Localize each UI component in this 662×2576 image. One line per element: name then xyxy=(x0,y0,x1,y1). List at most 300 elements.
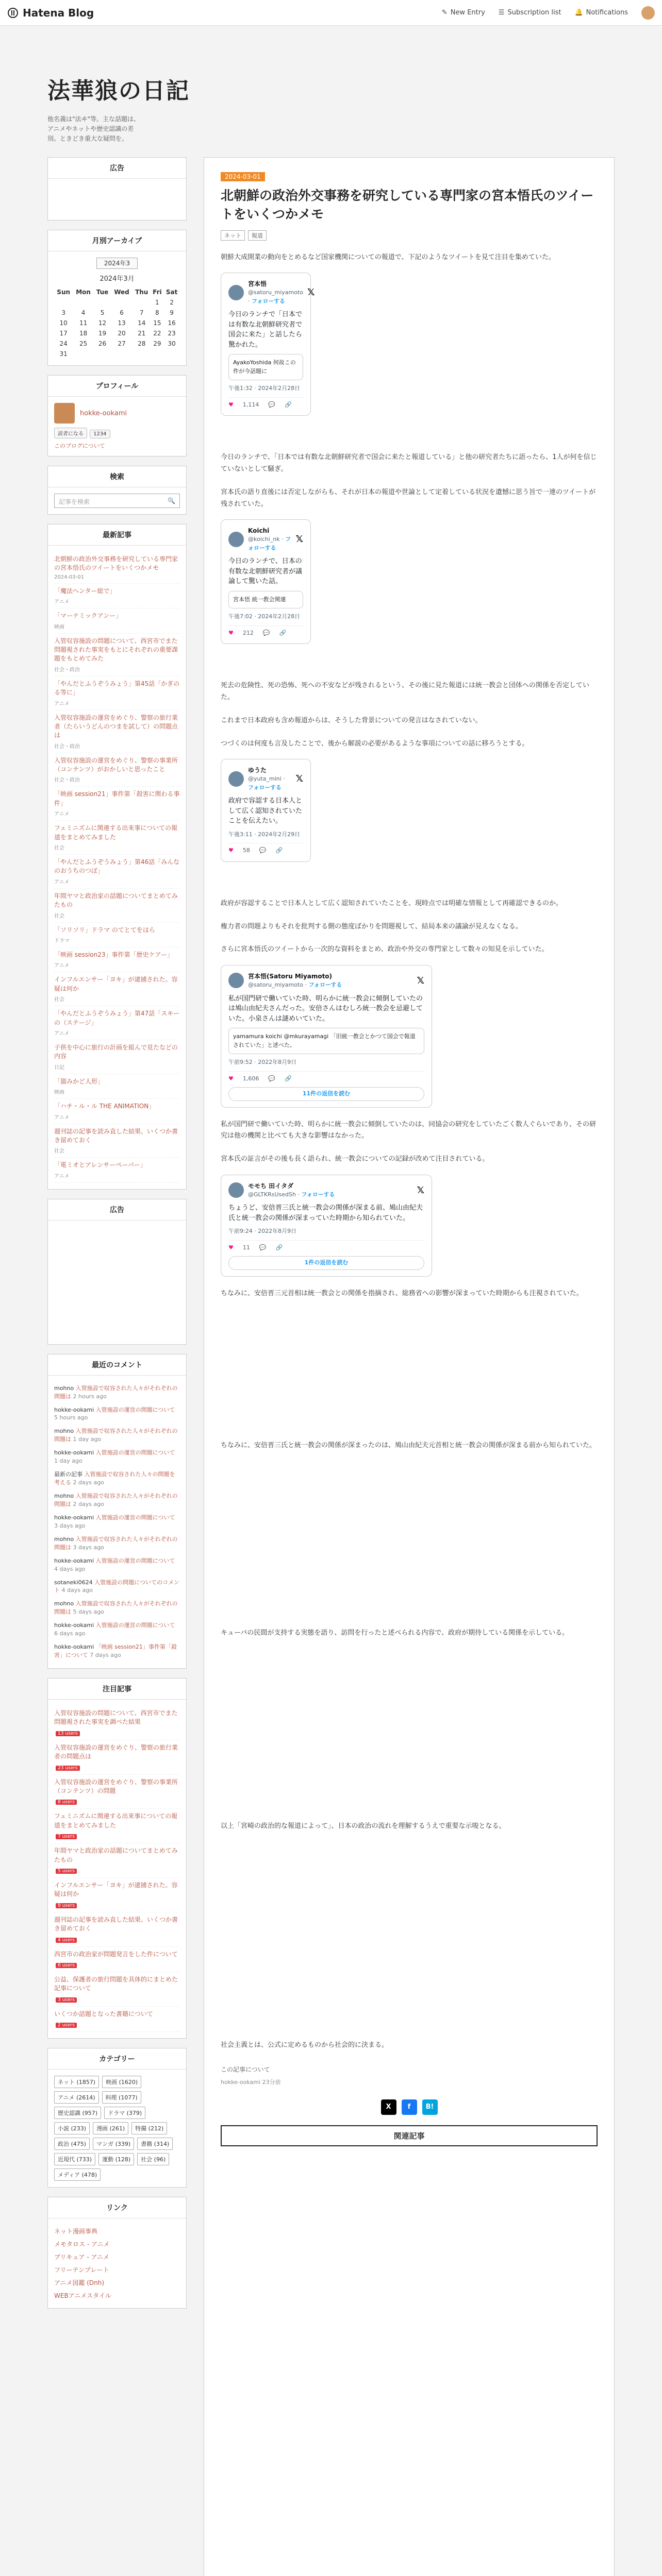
list-item xyxy=(54,634,180,676)
recent-post-link[interactable]: 週刊誌の記事を読み直した結果、いくつか書き留めておく xyxy=(54,1127,178,1144)
recent-post-meta: アニメ xyxy=(54,1030,70,1037)
tweet-author-name[interactable]: Koichi xyxy=(248,527,270,535)
recent-post-meta: アニメ xyxy=(54,879,70,885)
recent-title: 最新記事 xyxy=(48,524,186,546)
like-count: 1,114 xyxy=(242,401,259,408)
recent-post-link[interactable]: 入管収容施設の問題について、西宮市でまた問題視された事実をもとにそれぞれの重要課題をもとめてみた xyxy=(54,637,178,663)
tweet-author-name[interactable]: ゆうた xyxy=(248,767,267,774)
paragraph: 社会主義とは、公式に定めるものから社会的に決まる。 xyxy=(221,2041,389,2049)
recent-post-meta: アニメ xyxy=(54,599,70,605)
follow-button[interactable]: フォローする xyxy=(248,536,291,551)
comment-item xyxy=(54,1489,180,1511)
user-avatar[interactable] xyxy=(641,6,655,20)
article-title[interactable]: 北朝鮮の政治外交事務を研究している専門家の宮本悟氏のツイートをいくつかメモ xyxy=(221,188,594,222)
quoted-tweet[interactable]: AyakoYoshida 何故この件が今話題に xyxy=(228,354,303,380)
calendar-day[interactable]: 9 xyxy=(170,309,174,316)
tag-report[interactable]: 報道 xyxy=(248,230,267,241)
bookmark-badge: 3 users xyxy=(56,1997,77,2003)
popular-item xyxy=(54,1972,180,2007)
tag-net[interactable]: ネット xyxy=(221,230,245,241)
tweet-embed xyxy=(221,1175,432,1277)
pencil-icon: ✎ xyxy=(441,9,448,16)
tweet-actions xyxy=(228,1240,424,1252)
comment-user[interactable]: mohno xyxy=(54,1384,74,1392)
follow-button[interactable]: フォローする xyxy=(248,784,282,791)
notifications-link[interactable] xyxy=(574,9,628,16)
calendar-day[interactable]: 15 xyxy=(153,319,161,327)
recent-post-link[interactable]: 子供を中心に旅行の計画を組んで見たなどの内容 xyxy=(54,1043,178,1060)
tweet-timestamp[interactable]: 午前9:52 · 2022年8月9日 xyxy=(228,1059,297,1065)
x-logo-icon[interactable]: 𝕏 xyxy=(295,534,303,545)
category-tag[interactable]: 小説 (233) xyxy=(54,2122,90,2134)
recent-post-meta: アニメ xyxy=(54,963,70,969)
follow-button[interactable]: フォローする xyxy=(301,1191,335,1198)
calendar-day[interactable]: 4 xyxy=(81,309,86,316)
top-navbar xyxy=(0,0,662,26)
comment-user[interactable]: mohno xyxy=(54,1600,74,1607)
tweet-text: 私が国門研で働いていた時、明らかに統一教会に傾倒していたのは鳩山由紀夫さんだった。安倍さんはむしろ統一教会を忌避していた。小泉さんは謎めいていた。 xyxy=(228,994,423,1023)
recent-post-meta: アニメ xyxy=(54,1114,70,1121)
calendar-day xyxy=(133,297,151,308)
list-item xyxy=(54,1158,180,1182)
paragraph: これまで日本政府も含め報道からは、そうした背景についての発言はなされていない。 xyxy=(221,716,482,724)
like-count: 58 xyxy=(242,847,250,854)
bookmark-badge: 6 users xyxy=(56,1963,77,1968)
bookmark-badge: 9 users xyxy=(56,1903,77,1908)
category-tag[interactable]: 漫画 (261) xyxy=(93,2122,128,2134)
popular-item xyxy=(54,1809,180,1843)
comment-post-link[interactable]: 入管施設で収容された人々がそれぞれの問題は xyxy=(54,1535,178,1551)
weekday-header: Fri xyxy=(153,289,162,296)
comment-time: 3 days ago xyxy=(73,1544,104,1551)
reply-icon[interactable]: 💬 xyxy=(259,847,267,854)
comment-post-link[interactable]: 入管施設で収容された人々がそれぞれの問題は xyxy=(54,1493,178,1507)
calendar-day[interactable]: 10 xyxy=(59,319,68,327)
sidebar xyxy=(47,157,187,2576)
comment-post-link[interactable]: 入管施設で収容された人々がそれぞれの問題は xyxy=(54,1384,178,1400)
ad-box-2 xyxy=(47,1199,187,1345)
recent-post-link[interactable]: 「やんだとふうぞうみょう」第46話「みんなのおうちのつぼ」 xyxy=(54,858,180,875)
comment-post-link[interactable]: 入管施設で収容された人々がそれぞれの問題は xyxy=(54,1428,178,1443)
external-link[interactable]: WEBアニメスタイル xyxy=(54,2292,111,2300)
recent-post-link[interactable]: 入管収容施設の運営をめぐり、警察の旅行業者（たらいうどんのつまを試して）の問題点は xyxy=(54,714,178,739)
category-tag[interactable]: ドラマ (379) xyxy=(104,2107,145,2119)
follow-button[interactable]: フォローする xyxy=(252,297,285,304)
category-tag[interactable]: ネット (1857) xyxy=(54,2076,99,2088)
tweet-handle-row: @yuta_mini · フォローする xyxy=(248,775,285,791)
paragraph: 権力者の問題よりもそれを批判する側の態度ばかりを問題視して、結局本来の議論が見えなくなる。 xyxy=(221,922,522,930)
recent-post-meta: 社会・政治 xyxy=(54,743,80,750)
comment-item xyxy=(54,1554,180,1576)
new-entry-link[interactable] xyxy=(442,9,485,16)
calendar-day[interactable]: 22 xyxy=(153,330,161,337)
calendar-table xyxy=(54,287,180,359)
paragraph: つづくのは何度も言及したことで、後から解説の必要があるような事項についての話に移ろうとする。 xyxy=(221,739,529,748)
calendar-day xyxy=(54,297,73,308)
calendar-day[interactable]: 5 xyxy=(100,309,105,316)
paragraph: ちなみに、安倍晋三氏と統一教会の関係が深まったのは、鳩山由紀夫元首相と統一教会の関係が深まる前から知られていた。 xyxy=(221,1441,597,1449)
comment-post-link[interactable]: 入管施設の問題についてのコメント xyxy=(54,1579,179,1594)
comment-user[interactable]: mohno xyxy=(54,1493,74,1500)
reply-icon[interactable]: 💬 xyxy=(259,1244,267,1251)
category-tag[interactable]: アニメ (2614) xyxy=(54,2091,99,2104)
comment-time: 2 days ago xyxy=(73,1500,104,1507)
tweet-handle[interactable]: @satoru_miyamoto xyxy=(248,981,304,988)
calendar-day xyxy=(73,297,94,308)
comment-user[interactable]: hokke-ookami xyxy=(54,1557,94,1564)
recent-post-link[interactable]: 入管収容施設の運営をめぐり、警察の事業所（コンテンツ）がおかしいと思ったこと xyxy=(54,756,178,773)
search-input[interactable] xyxy=(54,494,180,508)
recent-post-meta: 社会 xyxy=(54,913,64,919)
calendar-day[interactable]: 11 xyxy=(79,319,88,327)
calendar-day[interactable]: 24 xyxy=(59,340,68,347)
recent-post-link[interactable]: 「ソリソリ」ドラマ のてとてをはら xyxy=(54,926,155,934)
bell-icon: 🔔 xyxy=(574,9,583,16)
recent-post-meta: 社会 xyxy=(54,1148,64,1155)
tweet-text: ちょうど、安倍晋三氏と統一教会の関係が深まる前、鳩山由紀夫氏と統一教会の関係が深まっていた時期から知られていた。 xyxy=(228,1204,423,1222)
x-logo-icon[interactable]: 𝕏 xyxy=(295,773,303,785)
quoted-tweet[interactable]: yamamura koichi @mkurayamagi 「旧統一教会とかつて国会で報道されていた」と述べた。 xyxy=(228,1028,424,1054)
search-placeholder: 記事を検索 xyxy=(59,498,90,505)
tweet-text: 今日のランチで、日本の有数な北朝鮮研究者が議論して驚いた話。 xyxy=(228,557,303,586)
calendar-day[interactable]: 3 xyxy=(61,309,65,316)
category-tag[interactable]: 社会 (96) xyxy=(137,2153,169,2165)
popular-post-link[interactable]: 公益、保護者の旅行問題を具体的にまとめた記事について xyxy=(54,1975,178,1992)
popular-item xyxy=(54,1843,180,1878)
calendar-day[interactable]: 19 xyxy=(98,330,107,337)
tweet-actions xyxy=(228,397,303,410)
popular-item xyxy=(54,1706,180,1740)
calendar-day[interactable]: 18 xyxy=(79,330,88,337)
recent-post-link[interactable]: 「猫みかど人形」 xyxy=(54,1077,104,1085)
tweet-timestamp[interactable]: 午後7:02 · 2024年2月28日 xyxy=(228,613,301,620)
recent-posts-box xyxy=(47,524,187,1190)
article-date[interactable]: 2024-03-01 xyxy=(221,172,265,181)
comment-post-link[interactable]: 入管施設の運営の問題について xyxy=(95,1557,175,1564)
heart-icon[interactable]: ♥ xyxy=(228,847,234,854)
recent-post-meta: 2024-03-01 xyxy=(54,574,85,580)
recent-post-link[interactable]: 年間ヤマと政治家の話題についてまとめてみたもの xyxy=(54,892,178,909)
comment-item xyxy=(54,1619,180,1640)
article-author-meta: hokke-ookami 23分前 xyxy=(221,2078,281,2086)
popular-post-link[interactable]: 年間ヤマと政治家の話題についてまとめてみたもの xyxy=(54,1847,178,1863)
calendar-day[interactable]: 26 xyxy=(98,340,107,347)
category-tag[interactable]: 料理 (1077) xyxy=(102,2091,141,2104)
link-copy-icon[interactable]: 🔗 xyxy=(285,401,292,408)
quoted-tweet[interactable]: 宮本悟 統一教会関連 xyxy=(228,591,303,609)
profile-name[interactable]: hokke-ookami xyxy=(80,409,127,417)
calendar-day[interactable]: 28 xyxy=(138,340,146,347)
paragraph: キューバの民間が支持する実態を語り、訪問を行ったと述べられる内容で、政府が期待している関係を示している。 xyxy=(221,1629,569,1637)
bookmark-badge: 8 users xyxy=(56,1800,77,1805)
paragraph: 死去の危険性、死の恐怖、死への不安などが残されるという、その後に見た報道には統一教会と団体への関係を否定していた。 xyxy=(221,682,590,701)
tweet-header xyxy=(228,526,303,552)
x-share-icon[interactable]: X xyxy=(381,2099,396,2115)
reply-icon[interactable]: 💬 xyxy=(268,1075,276,1082)
tweet-avatar[interactable] xyxy=(228,532,244,547)
calendar-day xyxy=(111,349,133,359)
heart-icon[interactable]: ♥ xyxy=(228,1244,234,1251)
recent-post-meta: 映画 xyxy=(54,1090,64,1096)
category-tag[interactable]: 政治 (475) xyxy=(54,2138,90,2150)
calendar-day[interactable]: 2 xyxy=(170,299,174,306)
recent-post-meta: 社会・政治 xyxy=(54,667,80,673)
calendar-day[interactable]: 7 xyxy=(139,309,144,316)
comment-item xyxy=(54,1468,180,1489)
category-tag[interactable]: 運動 (128) xyxy=(98,2153,134,2165)
popular-post-link[interactable]: インフルエンサー「ヨキ」が逮捕された。容疑は何か xyxy=(54,1881,178,1898)
recent-post-link[interactable]: フェミニズムに関連する出来事についての報道をまとめてみました xyxy=(54,824,178,841)
comment-post-link[interactable]: 入管施設の運営の問題について xyxy=(95,1406,175,1413)
comment-user[interactable]: hokke-ookami xyxy=(54,1406,94,1413)
popular-item xyxy=(54,1878,180,1912)
tweet-actions xyxy=(228,625,303,638)
recent-post-link[interactable]: 「ハチ・ル・ル THE ANIMATION」 xyxy=(54,1103,155,1110)
calendar-day[interactable]: 8 xyxy=(155,309,159,316)
paragraph: 今日のランチで、「日本では有数な北朝鮮研究者で国会に来たと報道している」と他の研究者たちに語ったら、1人が何を信じていないとして騒ぎ。 xyxy=(221,453,597,473)
tweet-author-name[interactable]: 宮本悟 xyxy=(248,280,267,288)
category-tag[interactable]: 近現代 (733) xyxy=(54,2153,95,2165)
follow-button[interactable]: フォローする xyxy=(308,981,342,988)
category-tag[interactable]: 書籍 (314) xyxy=(137,2138,173,2150)
calendar-day[interactable]: 27 xyxy=(118,340,126,347)
list-item xyxy=(54,753,180,787)
popular-item xyxy=(54,1947,180,1972)
related-title: 関連記事 xyxy=(221,2125,598,2146)
popular-post-link[interactable]: 入管収容施設の運営をめぐり、警察の旅行業者の問題点は xyxy=(54,1743,178,1760)
calendar-day[interactable]: 17 xyxy=(59,330,68,337)
calendar-day[interactable]: 13 xyxy=(118,319,126,327)
tweet-avatar[interactable] xyxy=(228,973,244,988)
facebook-share-icon[interactable]: f xyxy=(402,2099,417,2115)
subscription-link[interactable] xyxy=(499,9,561,16)
categories-title: カテゴリー xyxy=(48,2048,186,2070)
tweet-handle[interactable]: @GLTKRsUsedSh xyxy=(248,1191,296,1198)
recent-post-meta: 社会・政治 xyxy=(54,777,80,784)
categories-box xyxy=(47,2048,187,2188)
comment-post-link[interactable]: 「映画 session21」事件第「殺害」について xyxy=(54,1643,177,1659)
tweet-header xyxy=(228,1181,424,1199)
calendar-day xyxy=(111,297,133,308)
recent-post-link[interactable]: 「電ミオとアレンサーペーパー」 xyxy=(54,1161,146,1169)
heart-icon[interactable]: ♥ xyxy=(228,1075,234,1082)
tweet-embed xyxy=(221,965,432,1108)
tweet-avatar[interactable] xyxy=(228,771,244,787)
bookmark-badge: 4 users xyxy=(56,1938,77,1943)
external-link[interactable]: アニメ図鑑 (Dnh) xyxy=(54,2279,105,2287)
comment-item xyxy=(54,1576,180,1598)
about-link[interactable]: このブログについて xyxy=(54,443,105,449)
profile-box xyxy=(47,375,187,456)
tweet-embed xyxy=(221,519,311,644)
paragraph: 私が国門研で働いていた時、明らかに統一教会に傾倒していたのは、同協会の研究をしていたごく数人ぐらいであり、その研究は他の機関と比べても大きな影響はなかった。 xyxy=(221,1120,597,1140)
hatena-logo[interactable] xyxy=(7,7,94,19)
tweet-timestamp[interactable]: 午後1:32 · 2024年2月28日 xyxy=(228,385,301,392)
reply-icon[interactable]: 💬 xyxy=(268,401,276,408)
tweet-handle[interactable]: @yuta_mini xyxy=(248,775,282,783)
external-link[interactable]: フリーテンプレート xyxy=(54,2266,109,2274)
hatena-icon xyxy=(7,7,19,19)
blog-header xyxy=(47,72,615,143)
tweet-handle-row: @satoru_miyamoto · フォローする xyxy=(248,981,342,988)
popular-post-link[interactable]: いくつか話題となった書籍について xyxy=(54,2010,153,2018)
comment-user[interactable]: 最新の記事 xyxy=(54,1471,82,1478)
calendar-day[interactable]: 29 xyxy=(153,340,161,347)
profile-avatar[interactable] xyxy=(54,403,75,423)
category-tag[interactable]: 映画 (1620) xyxy=(102,2076,141,2088)
recent-post-link[interactable]: 「映画 session23」事件第「歴史ケアー」 xyxy=(54,951,174,958)
search-icon[interactable]: 🔍 xyxy=(168,497,175,504)
external-link[interactable]: メモタロス - アニメ xyxy=(54,2241,110,2248)
calendar-day[interactable]: 25 xyxy=(79,340,88,347)
calendar-day[interactable]: 30 xyxy=(168,340,176,347)
new-entry-label: New Entry xyxy=(450,9,485,16)
list-item xyxy=(54,1099,180,1124)
calendar-day[interactable]: 16 xyxy=(168,319,176,327)
comment-item xyxy=(54,1446,180,1468)
comment-user[interactable]: mohno xyxy=(54,1428,74,1435)
recent-post-link[interactable]: 「魔法ヘンター総で」 xyxy=(54,587,116,595)
read-replies-button[interactable]: 11件の返信を読む xyxy=(228,1087,424,1101)
weekday-header: Mon xyxy=(76,289,91,296)
tweet-header xyxy=(228,766,303,792)
recent-post-link[interactable]: インフルエンサー「ヨキ」が逮捕された。容疑は何か xyxy=(54,976,178,992)
bookmark-badge: 13 users xyxy=(56,1731,80,1736)
list-item xyxy=(54,584,180,608)
category-tag[interactable]: メディア (478) xyxy=(54,2168,101,2181)
popular-item xyxy=(54,1740,180,1775)
like-count: 212 xyxy=(242,629,254,636)
calendar-day[interactable]: 1 xyxy=(155,299,159,306)
subscribe-button[interactable]: 読者になる xyxy=(54,428,87,438)
popular-post-link[interactable]: 西宮市の政治家が問題発言をした件について xyxy=(54,1950,178,1958)
recent-post-link[interactable]: 「マーナミックアンー」 xyxy=(54,612,122,620)
external-link[interactable]: ネット漫画事典 xyxy=(54,2228,98,2235)
heart-icon[interactable]: ♥ xyxy=(228,401,234,408)
calendar-day[interactable]: 31 xyxy=(59,350,68,358)
comment-time: 5 days ago xyxy=(73,1608,104,1616)
month-select[interactable]: 2024年3 xyxy=(96,258,138,269)
link-copy-icon[interactable]: 🔗 xyxy=(285,1075,292,1082)
list-item xyxy=(54,947,180,972)
recent-post-meta: アニメ xyxy=(54,811,70,818)
recent-post-meta: アニメ xyxy=(54,701,70,707)
recent-post-link[interactable]: 「やんだとふうぞうみょう」第45話「かぎのる等に」 xyxy=(54,680,180,697)
tweet-avatar[interactable] xyxy=(228,1182,244,1198)
category-tag[interactable]: マンガ (339) xyxy=(93,2138,134,2150)
calendar-day xyxy=(133,349,151,359)
links-title: リンク xyxy=(48,2197,186,2218)
x-logo-icon[interactable]: 𝕏 xyxy=(417,975,424,986)
list-item xyxy=(54,1074,180,1099)
recent-post-link[interactable]: 「やんだとふうぞうみょう」第47話「スキーの（ステージ」 xyxy=(54,1010,180,1026)
tweet-timestamp[interactable]: 午後3:11 · 2024年2月29日 xyxy=(228,831,301,838)
comment-time: 5 hours ago xyxy=(54,1414,88,1421)
calendar-day[interactable]: 14 xyxy=(138,319,146,327)
recent-post-link[interactable]: 「映画 session21」事件第「殺害に関わる事件」 xyxy=(54,790,180,807)
link-copy-icon[interactable]: 🔗 xyxy=(275,1244,283,1251)
hatena-bookmark-icon[interactable]: B! xyxy=(422,2099,438,2115)
heart-icon[interactable]: ♥ xyxy=(228,629,234,636)
comment-user[interactable]: sotaneki0624 xyxy=(54,1579,93,1586)
weekday-header: Wed xyxy=(114,289,129,296)
popular-post-link[interactable]: 入管収容施設の運営をめぐり、警察の事業所（コンテンツ）の問題 xyxy=(54,1778,178,1794)
tweet-handle[interactable]: @koichi_nk xyxy=(248,536,280,543)
comment-user[interactable]: hokke-ookami xyxy=(54,1643,94,1651)
calendar-day[interactable]: 6 xyxy=(120,309,124,316)
link-copy-icon[interactable]: 🔗 xyxy=(275,847,283,854)
comment-post-link[interactable]: 入管施設で収容された人々の問題を考える xyxy=(54,1471,175,1486)
comment-time: 1 day ago xyxy=(54,1458,82,1465)
comment-item xyxy=(54,1382,180,1403)
calendar-day xyxy=(151,349,164,359)
list-item xyxy=(54,608,180,633)
comment-item xyxy=(54,1640,180,1662)
category-tag[interactable]: 歴史認識 (957) xyxy=(54,2107,101,2119)
calendar-day[interactable]: 23 xyxy=(168,330,176,337)
calendar-day[interactable]: 21 xyxy=(138,330,146,337)
tweet-avatar[interactable] xyxy=(228,285,244,300)
comment-user[interactable]: mohno xyxy=(54,1535,74,1543)
tweet-author-name[interactable]: モモち 田イタダ xyxy=(248,1182,294,1190)
read-replies-button[interactable]: 1件の返信を読む xyxy=(228,1256,424,1270)
external-link[interactable]: プリキュア - アニメ xyxy=(54,2253,109,2261)
comment-user[interactable]: hokke-ookami xyxy=(54,1514,94,1521)
comment-time: 2 days ago xyxy=(73,1479,104,1486)
calendar-day xyxy=(163,349,180,359)
links-box xyxy=(47,2197,187,2309)
paragraph: 政府が容認することで日本人として広く認知されていたことを、現時点では明確な情報として再確認できるのか。 xyxy=(221,899,563,907)
tweet-text: 今日のランチで「日本では有数な北朝鮮研究者で国会に来た」と話したら驚かれた。 xyxy=(228,311,303,349)
popular-item xyxy=(54,1775,180,1809)
tweet-timestamp[interactable]: 午前9:24 · 2022年8月9日 xyxy=(228,1228,297,1235)
tweet-handle[interactable]: @satoru_miyamoto xyxy=(248,289,304,296)
article-footnote[interactable]: この記事について xyxy=(221,2065,270,2073)
blog-title[interactable]: 法華狼の日記 xyxy=(47,78,190,104)
reply-icon[interactable]: 💬 xyxy=(262,629,270,636)
comment-post-link[interactable]: 入管施設の運営の問題について xyxy=(95,1514,175,1521)
tweet-text: 政府で容認する日本人として広く認知されていたことを伝えたい。 xyxy=(228,797,303,825)
tweet-author-name[interactable]: 宮本悟(Satoru Miyamoto) xyxy=(248,973,333,980)
tweet-header xyxy=(228,972,424,990)
calendar-day[interactable]: 20 xyxy=(118,330,126,337)
share-buttons xyxy=(221,2099,598,2115)
comment-post-link[interactable]: 入管施設で収容された人々がそれぞれの問題は xyxy=(54,1600,178,1616)
x-logo-icon[interactable]: 𝕏 xyxy=(417,1184,424,1196)
comment-post-link[interactable]: 入管施設の運営の問題について xyxy=(95,1622,175,1629)
recent-post-link[interactable]: 北朝鮮の政治外交事務を研究している専門家の宮本悟氏のツイートをいくつかメモ xyxy=(54,555,178,572)
tweet-embed xyxy=(221,273,315,416)
popular-post-link[interactable]: 週刊誌の記事を読み直した結果、いくつか書き留めておく xyxy=(54,1916,178,1933)
tweet-handle-row: @GLTKRsUsedSh · フォローする xyxy=(248,1191,335,1198)
calendar-day xyxy=(94,297,111,308)
comment-item xyxy=(54,1425,180,1446)
comment-time: 3 days ago xyxy=(54,1522,86,1529)
category-tag[interactable]: 特撮 (212) xyxy=(131,2122,167,2134)
calendar-day[interactable]: 12 xyxy=(98,319,107,327)
popular-post-link[interactable]: 入管収容施設の問題について、西宮市でまた問題視された事実を調べた結果 xyxy=(54,1709,178,1726)
x-logo-icon[interactable]: 𝕏 xyxy=(307,287,315,298)
comment-user[interactable]: hokke-ookami xyxy=(54,1449,94,1456)
weekday-header: Thu xyxy=(135,289,148,296)
list-item xyxy=(54,1040,180,1074)
comment-post-link[interactable]: 入管施設の運営の問題について xyxy=(95,1449,175,1456)
popular-item xyxy=(54,1912,180,1947)
comment-user[interactable]: hokke-ookami xyxy=(54,1622,94,1629)
subscription-label: Subscription list xyxy=(507,9,561,16)
link-copy-icon[interactable]: 🔗 xyxy=(279,629,287,636)
popular-post-link[interactable]: フェミニズムに関連する出来事についての報道をまとめてみました xyxy=(54,1812,178,1829)
